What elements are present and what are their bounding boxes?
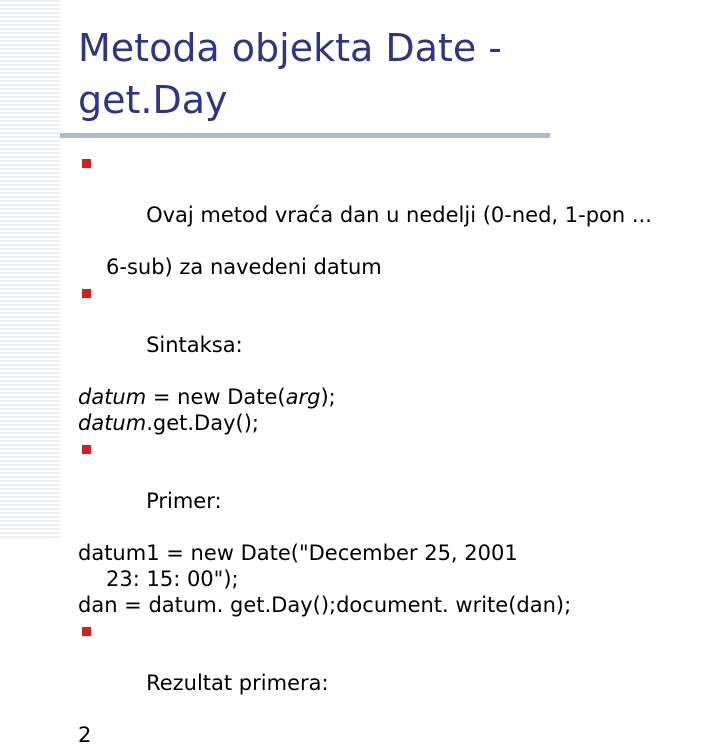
syntax-mid: = new Date( [146, 385, 286, 409]
syntax-end: ); [320, 385, 336, 409]
example-line-1-cont: 23: 15: 00"); [106, 567, 239, 591]
result-value: 2 [78, 723, 92, 747]
bullet-square-icon [82, 289, 91, 298]
bullet-item-description [78, 150, 718, 254]
slide-title [78, 22, 698, 126]
title-line-2: get.Day [78, 78, 228, 122]
syntax-arg: arg [285, 385, 321, 409]
syntax-rest: .get.Day(); [146, 411, 259, 435]
example-line-2: dan = datum. get.Day();document. write(dan); [78, 593, 572, 617]
syntax-var: datum [78, 385, 147, 409]
title-line-1: Metoda objekta Date - [78, 26, 502, 70]
bullet-item-example [78, 436, 718, 540]
syntax-heading: Sintaksa: [146, 333, 243, 357]
example-heading: Primer: [146, 489, 222, 513]
syntax-line-2 [78, 410, 718, 436]
example-line-1: datum1 = new Date("December 25, 2001 [78, 541, 518, 565]
slide-body [78, 150, 718, 748]
description-line-2: 6-sub) za navedeni datum [106, 255, 382, 279]
syntax-var-2: datum [78, 411, 147, 435]
description-line-1: Ovaj metod vraća dan u nedelji (0-ned, 1-pon ... [146, 203, 652, 227]
bullet-square-icon [82, 159, 91, 168]
bullet-square-icon [82, 445, 91, 454]
bullet-square-icon [82, 627, 91, 636]
bullet-item-syntax [78, 280, 718, 384]
syntax-line-1 [78, 384, 718, 410]
title-underline [60, 133, 550, 138]
decorative-stripes [0, 0, 60, 540]
bullet-item-result [78, 618, 718, 722]
result-heading: Rezultat primera: [146, 671, 329, 695]
